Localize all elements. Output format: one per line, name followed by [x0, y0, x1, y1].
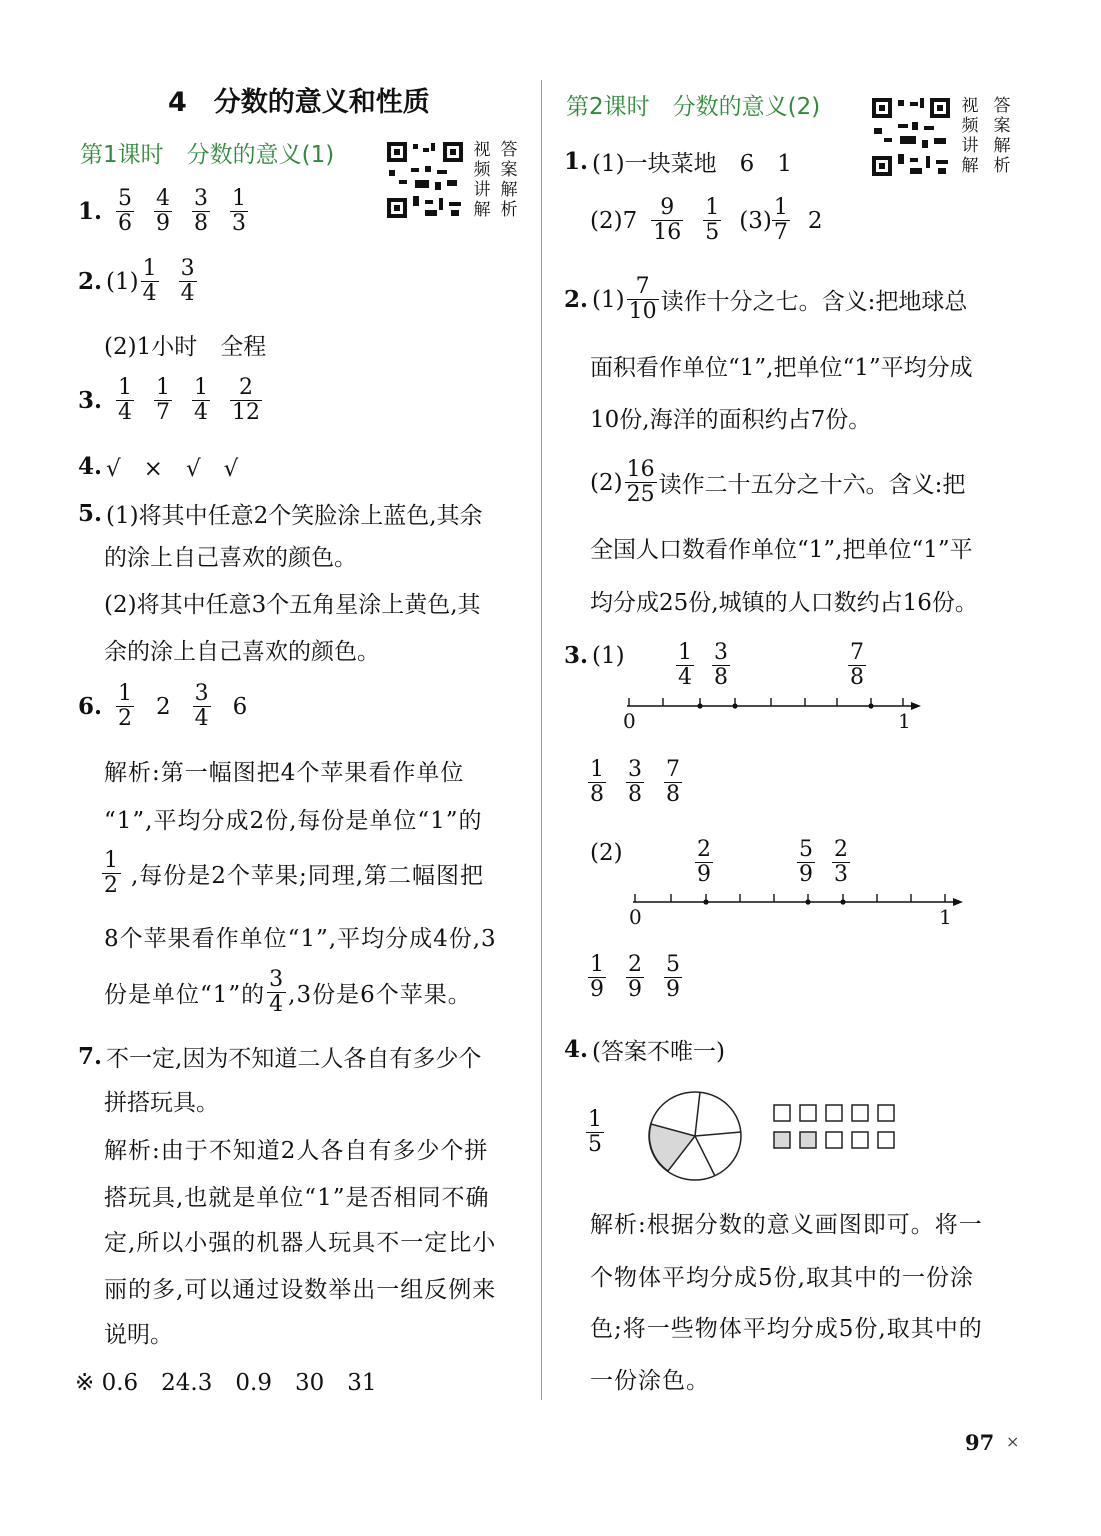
left-lesson-title: 第1课时 分数的意义(1)	[80, 142, 335, 168]
answer-note: (答案不唯一)	[592, 1039, 725, 1065]
squares-diagram	[772, 1103, 912, 1153]
right-q3-ans2	[578, 953, 692, 1002]
fraction: $\frac{3}{4}$	[180, 256, 195, 306]
number-line-label: $\frac{2}{9}$	[697, 837, 711, 887]
number-line-label: $\frac{3}{8}$	[714, 640, 728, 690]
analysis-text: 份是单位“1”的	[104, 982, 266, 1008]
fraction: $\frac{1}{2}$	[104, 848, 119, 898]
analysis-line: 解析:第一幅图把4个苹果看作单位	[104, 760, 465, 786]
answer-line: 拼搭玩具。	[104, 1090, 219, 1116]
fraction: $\frac{2}{9}$	[628, 952, 642, 1002]
fraction: $\frac{1}{4}$	[142, 256, 157, 306]
analysis-line: 说明。	[104, 1322, 173, 1348]
analysis-line: 搭玩具,也就是单位“1”是否相同不确	[104, 1185, 490, 1211]
q-number: 2.	[564, 286, 589, 313]
fraction: $\frac{1}{4}$	[194, 375, 209, 425]
q-number: 7.	[78, 1043, 103, 1070]
left-q7	[78, 1040, 481, 1073]
answer-line: 面积看作单位“1”,把单位“1”平均分成	[590, 355, 973, 381]
analysis-line: 定,所以小强的机器人玩具不一定比小	[104, 1230, 497, 1256]
q-number: 1.	[78, 198, 103, 225]
part-label: (1)	[106, 268, 139, 295]
fraction: $\frac{5}{9}$	[666, 952, 680, 1002]
qr-label-answer: 答案解析	[993, 96, 1011, 176]
point-marker	[732, 703, 737, 708]
number-line-1	[615, 640, 935, 740]
part-label: (1)	[592, 286, 625, 313]
analysis-text: ,3份是6个苹果。	[288, 982, 472, 1008]
q-number: 2.	[78, 268, 103, 295]
left-q4	[78, 450, 238, 483]
answer-line: 不一定,因为不知道二人各自有多少个	[106, 1046, 482, 1072]
left-q3	[78, 376, 272, 425]
fraction: $\frac{2}{12}$	[232, 375, 261, 425]
fraction: $\frac{16}{25}$	[626, 457, 655, 507]
q-number: 3.	[564, 642, 589, 669]
number-line-label: $\frac{1}{4}$	[678, 640, 692, 690]
answer-text: (2)7	[590, 207, 638, 234]
answer-value: 6	[232, 693, 248, 720]
number-line-end: 1	[939, 905, 952, 929]
part-label: (2)	[590, 840, 623, 866]
left-q6	[78, 682, 259, 731]
analysis-line: 丽的多,可以通过设数举出一组反例来	[104, 1277, 497, 1303]
fraction: $\frac{1}{5}$	[588, 1107, 602, 1157]
part-label: (3)	[739, 207, 772, 234]
analysis-text: ,每份是2个苹果;同理,第二幅图把	[131, 863, 485, 889]
q-number: 4.	[564, 1036, 589, 1063]
point-marker	[840, 899, 845, 904]
answer-text: √ × √ √	[106, 456, 239, 482]
analysis-line: 色;将一些物体平均分成5份,取其中的	[590, 1316, 983, 1342]
answer-line: 全国人口数看作单位“1”,把单位“1”平	[590, 537, 973, 563]
fraction: $\frac{7}{8}$	[666, 757, 680, 807]
q-number: 4.	[78, 453, 103, 480]
fraction: $\frac{1}{7}$	[156, 375, 171, 425]
answer-value: 2	[807, 207, 823, 234]
number-line-2	[615, 836, 965, 936]
point-marker	[703, 899, 708, 904]
qr-label-video: 视频讲解	[473, 140, 491, 220]
left-q1	[78, 187, 258, 236]
fraction: $\frac{4}{9}$	[156, 186, 171, 236]
answer-line: 的涂上自己喜欢的颜色。	[104, 545, 357, 571]
part-label: (1)	[592, 642, 625, 669]
answer-line: (1)一块菜地 6 1	[592, 151, 792, 177]
analysis-line: 解析:由于不知道2人各自有多少个拼	[104, 1138, 489, 1164]
fraction: $\frac{5}{6}$	[118, 186, 133, 236]
analysis-line: “1”,平均分成2份,每份是单位“1”的	[104, 808, 483, 834]
fraction: $\frac{1}{9}$	[590, 952, 604, 1002]
fraction: $\frac{1}{4}$	[118, 375, 133, 425]
right-q3-ans1	[578, 758, 692, 807]
answer-line: 余的涂上自己喜欢的颜色。	[104, 639, 380, 665]
fraction: $\frac{1}{2}$	[118, 681, 133, 731]
q-number: 5.	[78, 500, 103, 527]
number-line-label: $\frac{5}{9}$	[799, 837, 813, 887]
fraction: $\frac{3}{4}$	[269, 967, 285, 1017]
chapter-title: 4 分数的意义和性质	[168, 87, 430, 118]
answer-line: (2)将其中任意3个五角星涂上黄色,其	[104, 592, 481, 618]
qr-label-answer: 答案解析	[500, 140, 518, 220]
number-line-label: $\frac{2}{3}$	[834, 837, 848, 887]
point-marker	[868, 703, 873, 708]
point-marker	[697, 703, 702, 708]
pie-diagram	[645, 1088, 745, 1184]
qr-code-icon[interactable]	[870, 96, 952, 178]
fraction: $\frac{3}{8}$	[194, 186, 209, 236]
number-line-label: $\frac{7}{8}$	[850, 640, 864, 690]
answer-line: 10份,海洋的面积约占7份。	[590, 407, 872, 433]
analysis-line: 解析:根据分数的意义画图即可。将一	[590, 1212, 983, 1238]
fraction: $\frac{1}{8}$	[590, 757, 604, 807]
q-number: 6.	[78, 693, 103, 720]
number-line-end: 1	[898, 709, 911, 733]
analysis-line: 一份涂色。	[590, 1368, 710, 1394]
fraction: $\frac{3}{4}$	[194, 681, 209, 731]
left-q5	[78, 497, 483, 530]
analysis-line	[92, 849, 484, 898]
q-number: 3.	[78, 387, 103, 414]
analysis-line	[104, 968, 472, 1017]
fraction: $\frac{1}{5}$	[705, 195, 720, 245]
fraction: $\frac{1}{7}$	[773, 195, 788, 245]
fraction: $\frac{3}{8}$	[628, 757, 642, 807]
answer-text: 读作二十五分之十六。含义:把	[658, 472, 966, 498]
left-q2	[78, 257, 207, 306]
analysis-line: 8个苹果看作单位“1”,平均分成4份,3	[104, 926, 497, 952]
number-line-end: 0	[629, 905, 642, 929]
answer-line: (1)将其中任意2个笑脸涂上蓝色,其余	[106, 503, 483, 529]
page-number: 97	[965, 1430, 995, 1455]
right-q2-part2	[590, 458, 965, 507]
right-q1	[564, 145, 792, 178]
fraction: $\frac{9}{16}$	[653, 195, 682, 245]
column-divider	[541, 80, 542, 1400]
qr-label-video: 视频讲解	[961, 96, 979, 176]
answer-value: 2	[156, 693, 171, 720]
right-q4	[564, 1033, 725, 1066]
point-marker	[805, 899, 810, 904]
analysis-line: 个物体平均分成5份,取其中的一份涂	[590, 1265, 974, 1291]
page-mark-icon: ×	[1006, 1432, 1020, 1451]
answer-text: 读作十分之七。含义:把地球总	[660, 289, 968, 315]
right-q2	[564, 275, 967, 324]
left-q2-part2: (2)1小时 全程	[104, 334, 267, 360]
part-label: (2)	[590, 469, 623, 496]
fraction: $\frac{1}{3}$	[232, 186, 247, 236]
q-number: 1.	[564, 148, 589, 175]
qr-code-icon[interactable]	[385, 140, 465, 220]
number-line-end: 0	[623, 709, 636, 733]
fraction: $\frac{7}{10}$	[628, 274, 657, 324]
answer-line: 均分成25份,城镇的人口数约占16份。	[590, 590, 978, 616]
extra-answers: ※ 0.6 24.3 0.9 30 31	[75, 1370, 377, 1396]
right-q1-line2	[590, 196, 822, 245]
right-lesson-title: 第2课时 分数的意义(2)	[566, 94, 821, 120]
